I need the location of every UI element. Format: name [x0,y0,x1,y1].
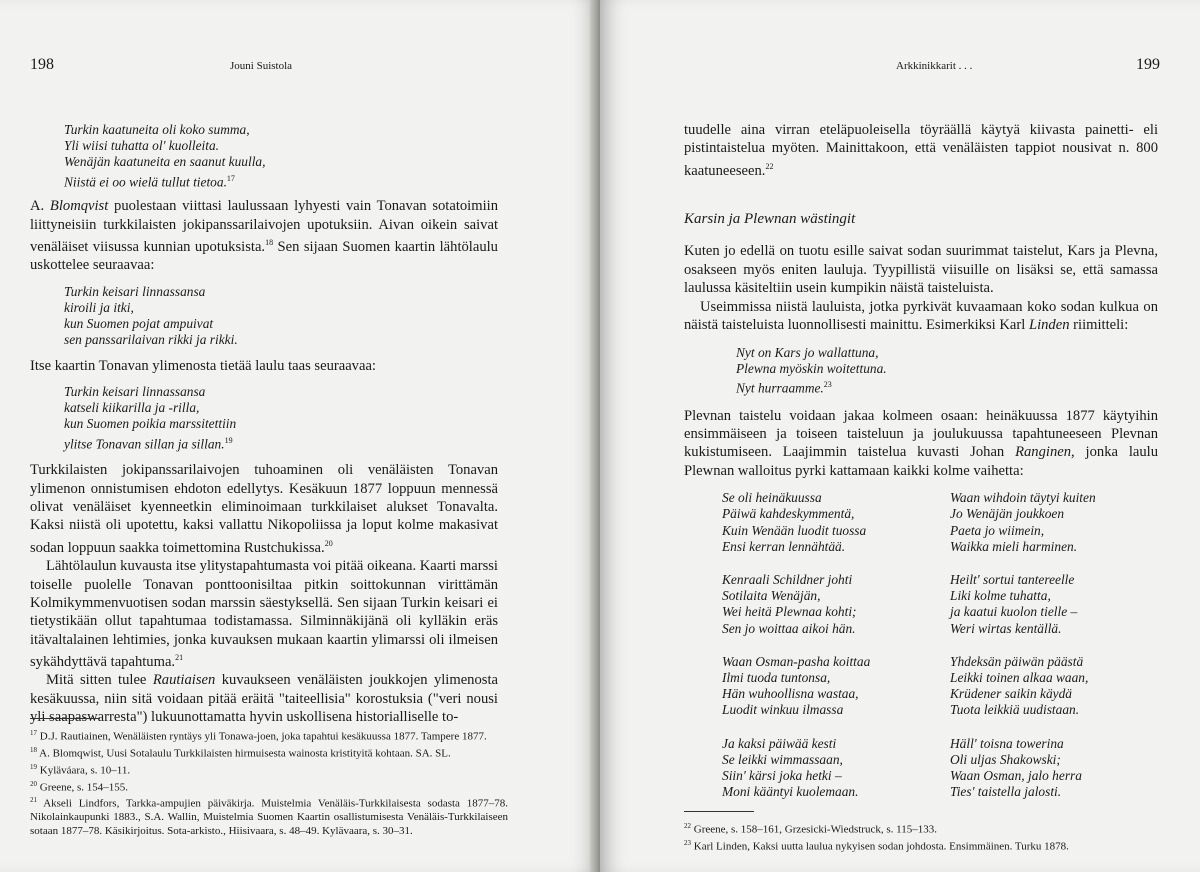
footnote: $^{18}$ A. Blomqwist, Uusi Sotalaulu Turkkilaisten hirmuisesta wainosta kristityitä kohtaan. SA. SL. [30,745,451,760]
footnote: $^{22}$ Greene, s. 158–161, Grzesicki-Wiedstruck, s. 115–133. [684,822,937,836]
paragraph: Useimmissa niistä lauluista, jotka pyrkivät kuvaamaan koko sodan kulkua on näistä taisteluista luonnollisesti mainittu. Esimerkiksi Karl Linden riimitteli: [684,298,1158,334]
verse-column-right: Waan wihdoin täytyi kuiten Jo Wenäjän joukkoen Paeta jo wiimein, Waikka mieli harminen. Heilt' sortui tantereelle Liki kolme tuhatta, ja kaatui kuolon tielle – Weri wirtas kentällä. Yhdeksän päiwän päästä Leikki toinen alkaa waan, Krüdener saikin käydä Tuota leikkiä uudistaan. Häll' toisna towerina Oli uljas Shakowski; Waan Osman, jalo herra Ties' taistella jalosti. [950,490,1096,800]
footnote-rule [684,811,754,812]
paragraph: tuudelle aina virran eteläpuoleisella töyräällä käytyä kiivasta painetti- eli pistintaistelua myöten. Mainittakoon, että venäläisten tappiot nousivat n. 800 kaatuneeseen.$^{22}$ [684,122,1158,179]
paragraph: Lähtölaulun kuvausta itse ylitystapahtumasta voi pitää oikeana. Kaarti marssi toiselle puolelle Tonavan ponttoonisiltaa pitkin soittokunnan virittämän Kolmikymmenvuotisen sodan marssin säestyksellä. Sen sijaan Turkin keisari ei tietystikään ollut tapahtumaa todistamassa. Silminnäkijänä oli kylläkin eräs itävaltalainen lehtimies, jonka kuvauksen mukaan kaartin ylimarssi oli ilmeisen sykähdyttävä tapahtuma.$^{21}$ [30,558,498,671]
verse-block: Turkin keisari linnassansa kiroili ja itki, kun Suomen pojat ampuivat sen panssarilaivan rikki ja rikki. [64,283,238,348]
right-body [684,121,1158,800]
two-column-verse [684,490,1158,800]
page-number-right: 199 [1136,56,1160,73]
page-number-left: 198 [30,56,54,73]
running-head-right: Arkkinikkarit . . . [896,60,973,72]
footnote-rule [30,718,100,719]
footnotes-left [30,718,508,838]
footnote: $^{19}$ Kyläváara, s. 10–11. [30,762,131,777]
paragraph: Turkkilaisten jokipanssarilaivojen tuhoaminen oli venäläisten Tonavan ylimenon onnistumisen ehdoton edellytys. Kesäkuun 1877 loppuun mennessä olivat venäläiset kyenneetkin eliminoimaan turkkilaiset alukset Tonavalta. Kaksi niistä oli upotettu, kaksi vallattu Nikopoliissa ja loput kolme makasivat sodan loppuun saakka toimettomina Rustchukissa.$^{20}$ [30,462,498,556]
section-subheading: Karsin ja Plewnan wästingit [684,211,856,228]
left-page [0,0,598,872]
footnote-ref[interactable]: 17 [226,173,235,183]
right-page [600,0,1200,872]
footnote: $^{23}$ Karl Linden, Kaksi uutta laulua nykyisen sodan johdosta. Ensimmäinen. Turku 1878. [684,838,1069,853]
footnote-ref[interactable]: 22 [765,161,774,171]
footnotes-right [684,811,1158,854]
paragraph: Plevnan taistelu voidaan jakaa kolmeen osaan: heinäkuussa 1877 käytyihin ensimmäiseen ja toiseen taisteluun ja joulukuussa tapahtuneeseen Plevnan kukistumiseen. Laajimmin taistelua kuvasti Johan Ranginen, jonka laulu Plewnan walloitus pyrki kattamaan kaikki kolme vaihetta: [684,407,1158,479]
footnote-ref[interactable]: 20 [324,538,333,548]
footnote-ref[interactable]: 18 [265,238,274,248]
footnote: $^{17}$ D.J. Rautiainen, Wenäläisten ryntäys yli Tonawa-joen, joka tapahtui kesäkuussa 1877. Tampere 1877. [30,729,487,743]
footnote-ref[interactable]: 23 [823,379,832,389]
footnote: $^{20}$ Greene, s. 154–155. [30,779,129,794]
paragraph: Itse kaartin Tonavan ylimenosta tietää laulu taas seuraavaa: [30,357,376,374]
verse-block: Nyt on Kars jo wallattuna, Plewna myöskin woitettuna. Nyt hurraamme.$^{23}$ [736,344,887,396]
paragraph: Mitä sitten tulee Rautiaisen kuvaukseen venäläisten joukkojen ylimenosta kesäkuussa, niin sitä voidaan pitää eräitä "taiteellisia" korostuksia ("veri nousi yli saapaswarresta") lukuunottamatta hyvin uskollisena historialliselle to- [30,672,498,726]
verse-block: Turkin keisari linnassansa katseli kiikarilla ja -rilla, kun Suomen poikia marssitettiin ylitse Tonavan sillan ja sillan.$^{19}$ [64,383,237,452]
footnote: $^{21}$ Akseli Lindfors, Tarkka-ampujien päiväkirja. Muistelmia Venäläis-Turkkilaisesta sodasta 1877–78. Nikolainkaupunki 1883., S.A. Wallin, Muistelmia Suomen Kaartin osallistumisesta Venäläis-Turkkilaiseen sotaan 1877–78. Käsikirjoitus. Sota-arkisto., Hiisivaara, s. 48–49. Kylävaara, s. 30–31. [30,796,508,837]
paragraph: A. Blomqvist puolestaan viittasi laulussaan lyhyesti vain Tonavan sotatoimiin liittyneisiin turkkilaisten jokipanssarilaivojen upotuksiin. Aivan oikein saivat venäläiset viisussa kunnian upotuksista.$^{18}$ Sen sijaan Suomen kaartin lähtölaulu uskottelee seuraavaa: [30,198,498,274]
paragraph: Kuten jo edellä on tuotu esille saivat sodan suurimmat taistelut, Kars ja Plevna, osakseen myös eniten lauluja. Tyypillistä viisuille on lisäksi se, että samassa laulussa käsiteltiin usein kumpikin näistä taisteluista. [684,243,1158,297]
footnote-ref[interactable]: 21 [175,653,184,663]
running-head-left: Jouni Suistola [230,60,293,72]
verse-column-left: Se oli heinäkuussa Päiwä kahdeskymmentä, Kuin Wenään luodit tuossa Ensi kerran lennähtää. Kenraali Schildner johti Sotilaita Wenäjän, Wei heitä Plewnaa kohti; Sen jo woittaa aikoi hän. Waan Osman-pasha koittaa Ilmi tuoda tuntonsa, Hän wuhoollisna wastaa, Luodit winkuu ilmassa Ja kaksi päiwää kesti Se leikki wimmassaan, Siin' kärsi joka hetki – Moni kääntyi kuolemaan. [722,490,871,800]
footnote-ref[interactable]: 19 [224,435,233,445]
left-body [30,122,498,727]
verse-block: Turkin kaatuneita oli koko summa, Yli wiisi tuhatta ol' kuolleita. Wenäjän kaatuneita en saanut kuulla, Niistä ei oo wielä tullut tietoa.$^{17}$ [64,122,266,190]
